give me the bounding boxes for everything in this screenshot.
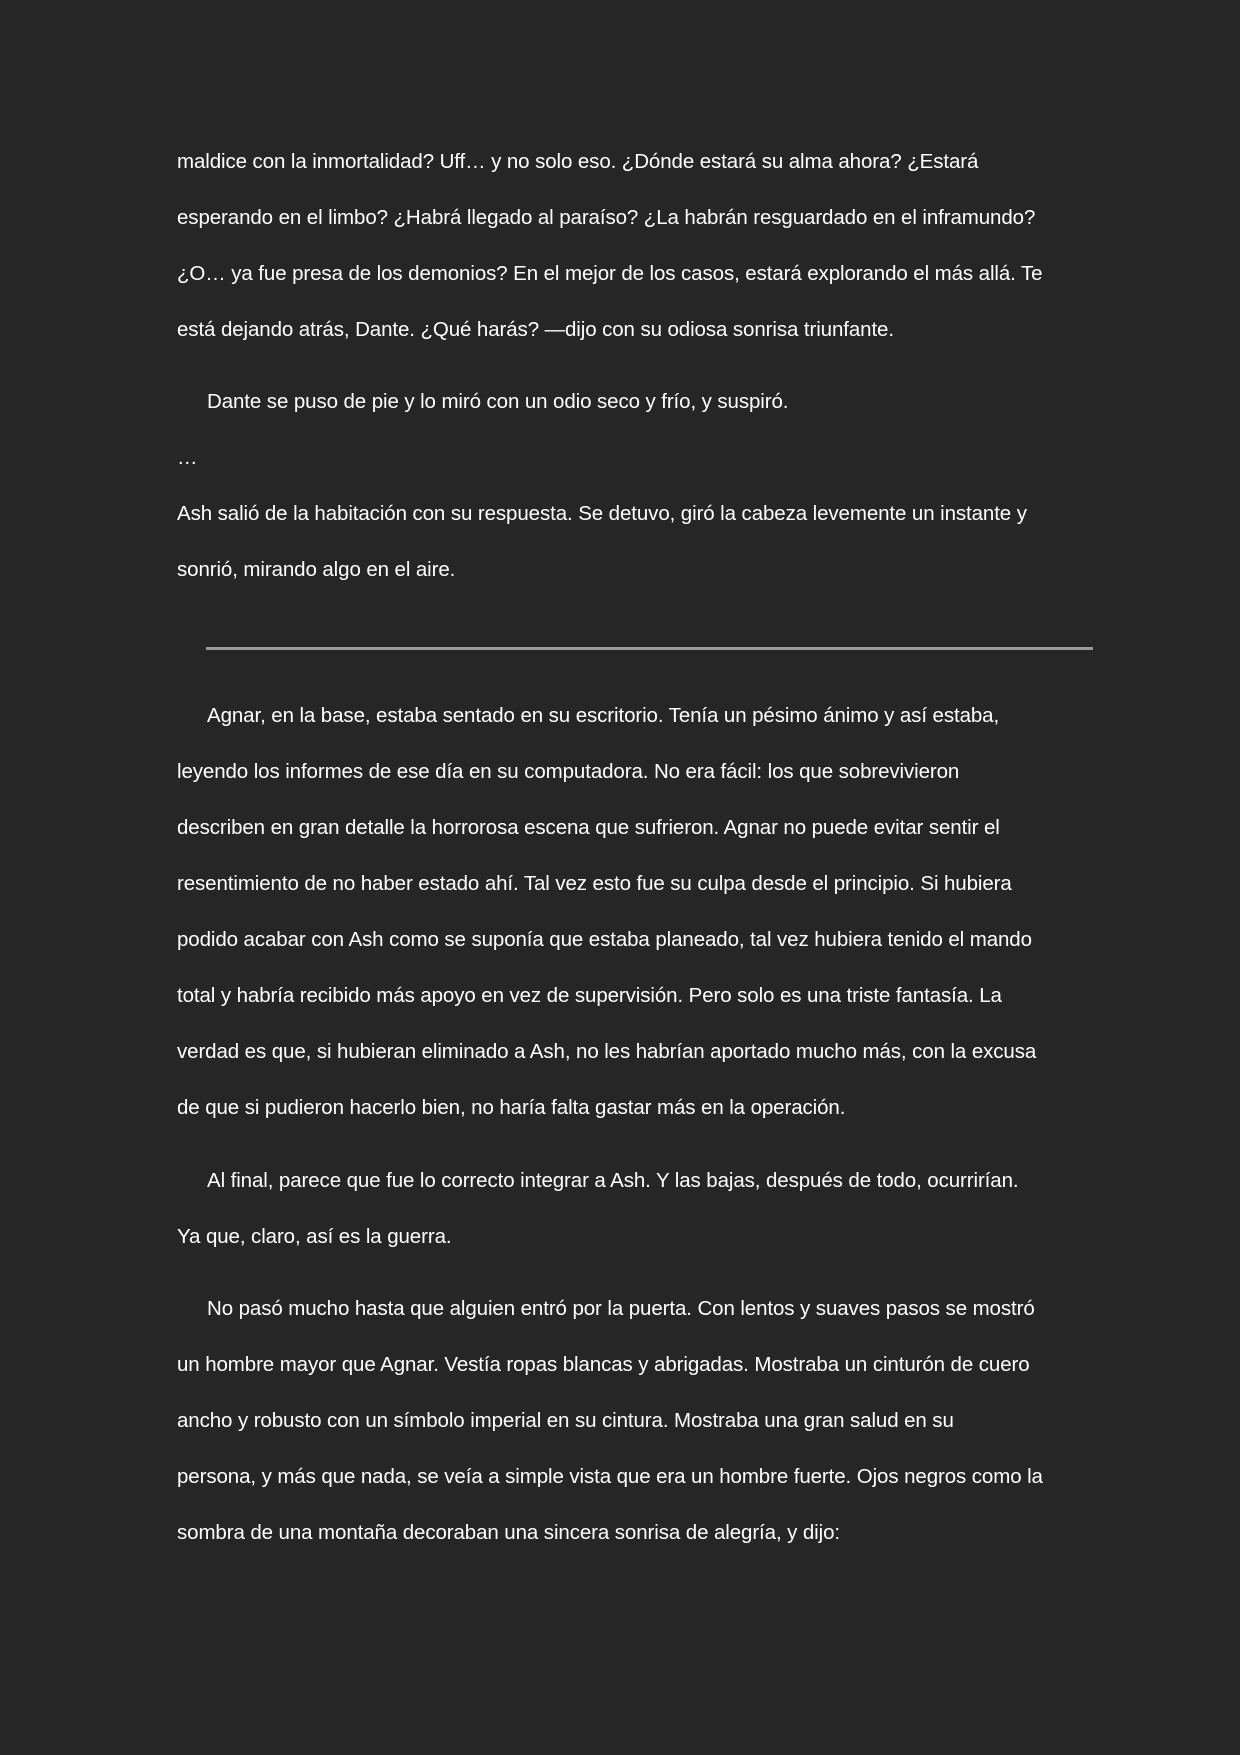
text-line: … bbox=[177, 446, 198, 469]
text-line: ancho y robusto con un símbolo imperial en su cintura. Mostraba una gran salud en su bbox=[177, 1409, 954, 1432]
text-line: sombra de una montaña decoraban una sincera sonrisa de alegría, y dijo: bbox=[177, 1521, 840, 1544]
text-line: Ash salió de la habitación con su respuesta. Se detuvo, giró la cabeza levemente un instante y bbox=[177, 502, 1027, 525]
text-line: Dante se puso de pie y lo miró con un odio seco y frío, y suspiró. bbox=[207, 390, 789, 413]
paragraph bbox=[177, 486, 1077, 598]
text-line: verdad es que, si hubieran eliminado a Ash, no les habrían aportado mucho más, con la excusa bbox=[177, 1040, 1037, 1063]
text-line: maldice con la inmortalidad? Uff… y no solo eso. ¿Dónde estará su alma ahora? ¿Estará bbox=[177, 150, 979, 173]
text-line: de que si pudieron hacerlo bien, no haría falta gastar más en la operación. bbox=[177, 1096, 846, 1119]
text-line: Agnar, en la base, estaba sentado en su escritorio. Tenía un pésimo ánimo y así estaba, bbox=[207, 704, 1000, 727]
paragraph bbox=[177, 1281, 1077, 1561]
text-line: Al final, parece que fue lo correcto integrar a Ash. Y las bajas, después de todo, ocurrirían. bbox=[207, 1169, 1019, 1192]
text-line: No pasó mucho hasta que alguien entró por la puerta. Con lentos y suaves pasos se mostró bbox=[207, 1297, 1035, 1320]
text-line: total y habría recibido más apoyo en vez de supervisión. Pero solo es una triste fantasía. La bbox=[177, 984, 1002, 1007]
text-line: esperando en el limbo? ¿Habrá llegado al paraíso? ¿La habrán resguardado en el inframundo? bbox=[177, 206, 1036, 229]
text-line: describen en gran detalle la horrorosa escena que sufrieron. Agnar no puede evitar sentir el bbox=[177, 816, 1000, 839]
scene-ellipsis bbox=[177, 430, 1077, 486]
text-line: ¿O… ya fue presa de los demonios? En el mejor de los casos, estará explorando el más allá. Te bbox=[177, 262, 1043, 285]
text-line: resentimiento de no haber estado ahí. Tal vez esto fue su culpa desde el principio. Si hubiera bbox=[177, 872, 1012, 895]
paragraph bbox=[177, 688, 1077, 1136]
text-line: podido acabar con Ash como se suponía que estaba planeado, tal vez hubiera tenido el mando bbox=[177, 928, 1032, 951]
section-divider bbox=[206, 647, 1093, 650]
text-line: un hombre mayor que Agnar. Vestía ropas blancas y abrigadas. Mostraba un cinturón de cuero bbox=[177, 1353, 1030, 1376]
paragraph bbox=[177, 374, 1077, 430]
paragraph bbox=[177, 134, 1077, 358]
text-line: persona, y más que nada, se veía a simple vista que era un hombre fuerte. Ojos negros como la bbox=[177, 1465, 1043, 1488]
text-line: está dejando atrás, Dante. ¿Qué harás? —dijo con su odiosa sonrisa triunfante. bbox=[177, 318, 894, 341]
text-line: sonrió, mirando algo en el aire. bbox=[177, 558, 456, 581]
text-line: leyendo los informes de ese día en su computadora. No era fácil: los que sobrevivieron bbox=[177, 760, 960, 783]
paragraph bbox=[177, 1153, 1077, 1265]
text-line: Ya que, claro, así es la guerra. bbox=[177, 1225, 452, 1248]
